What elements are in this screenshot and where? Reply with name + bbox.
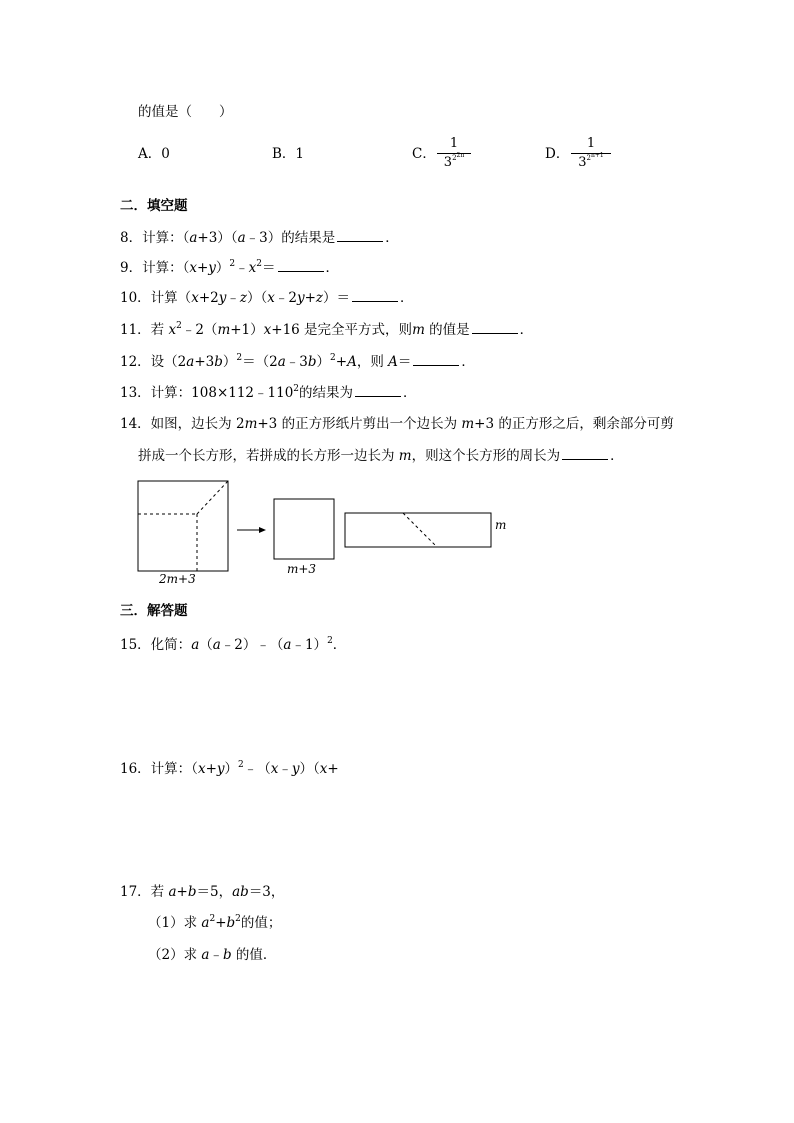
question-17: 17．若 a+b＝5，ab＝3， xyxy=(120,884,285,900)
section-fill-in-heading: 二．填空题 xyxy=(120,198,188,214)
question-10: 10．计算（x+2y﹣z）（x﹣2y+z）＝ ． xyxy=(120,290,414,306)
question-14-line-1: 14．如图，边长为 2m+3 的正方形纸片剪出一个边长为 m+3 的正方形之后，剩余部分可剪 xyxy=(120,416,674,432)
result-rectangle xyxy=(345,513,491,547)
answer-blank[interactable] xyxy=(352,289,398,302)
middle-square xyxy=(274,499,334,559)
question-13: 13．计算：$108\times 112﹣110^2$的结果为 ． xyxy=(120,384,417,401)
answer-blank[interactable] xyxy=(562,447,608,460)
q7-option-d-fraction: 1 $3^{2n+1}$ xyxy=(571,136,611,171)
q7-option-c-fraction: 1 $3^{22n}$ xyxy=(437,136,471,171)
answer-blank[interactable] xyxy=(413,353,459,366)
question-14-figure xyxy=(135,478,525,592)
q7-option-a: A．0 xyxy=(138,146,170,162)
answer-blank[interactable] xyxy=(355,384,401,397)
question-14-line-2: 拼成一个长方形，若拼成的长方形一边长为 m，则这个长方形的周长为 ． xyxy=(138,448,624,464)
arrow-head-icon xyxy=(259,527,266,533)
question-11: 11．若 $x^2﹣2(m+1)x+16$ 是完全平方式，则m 的值是 ． xyxy=(120,321,534,338)
answer-blank[interactable] xyxy=(472,321,518,334)
question-15: 15．化简：a（a﹣2）﹣（a﹣1）$^2$． xyxy=(120,636,347,653)
label-m-plus-3: m+3 xyxy=(287,562,317,576)
question-17-part-2: （2）求 a﹣b 的值． xyxy=(148,947,277,963)
rectangle-cut-line xyxy=(403,513,437,547)
q7-option-b: B．1 xyxy=(272,146,305,162)
section-answer-heading: 三．解答题 xyxy=(120,603,188,619)
label-2m-plus-3: 2m+3 xyxy=(159,572,196,586)
q7-stem: 的值是（ ） xyxy=(138,104,233,120)
label-m: m xyxy=(495,518,507,532)
question-12: 12．设$(2a+3b)^2=(2a﹣3b)^2+A$，则 A＝ ． xyxy=(120,353,475,370)
question-17-part-1: （1）求 $a^2+b^2$的值； xyxy=(148,914,282,931)
answer-blank[interactable] xyxy=(278,259,324,272)
question-16: 16．计算：$(x+y)^2﹣(x﹣y)(x+$ xyxy=(120,760,339,777)
cut-line-diagonal xyxy=(197,481,228,514)
q7-option-c-label: C． xyxy=(412,146,436,162)
q7-option-d-label: D． xyxy=(545,146,570,162)
answer-blank[interactable] xyxy=(337,229,383,242)
question-9: 9．计算：$(x+y)^2﹣x^2=$ ． xyxy=(120,259,340,276)
question-8: 8．计算：（a+3）（a﹣3）的结果是 ． xyxy=(120,230,399,246)
big-square xyxy=(138,481,228,571)
